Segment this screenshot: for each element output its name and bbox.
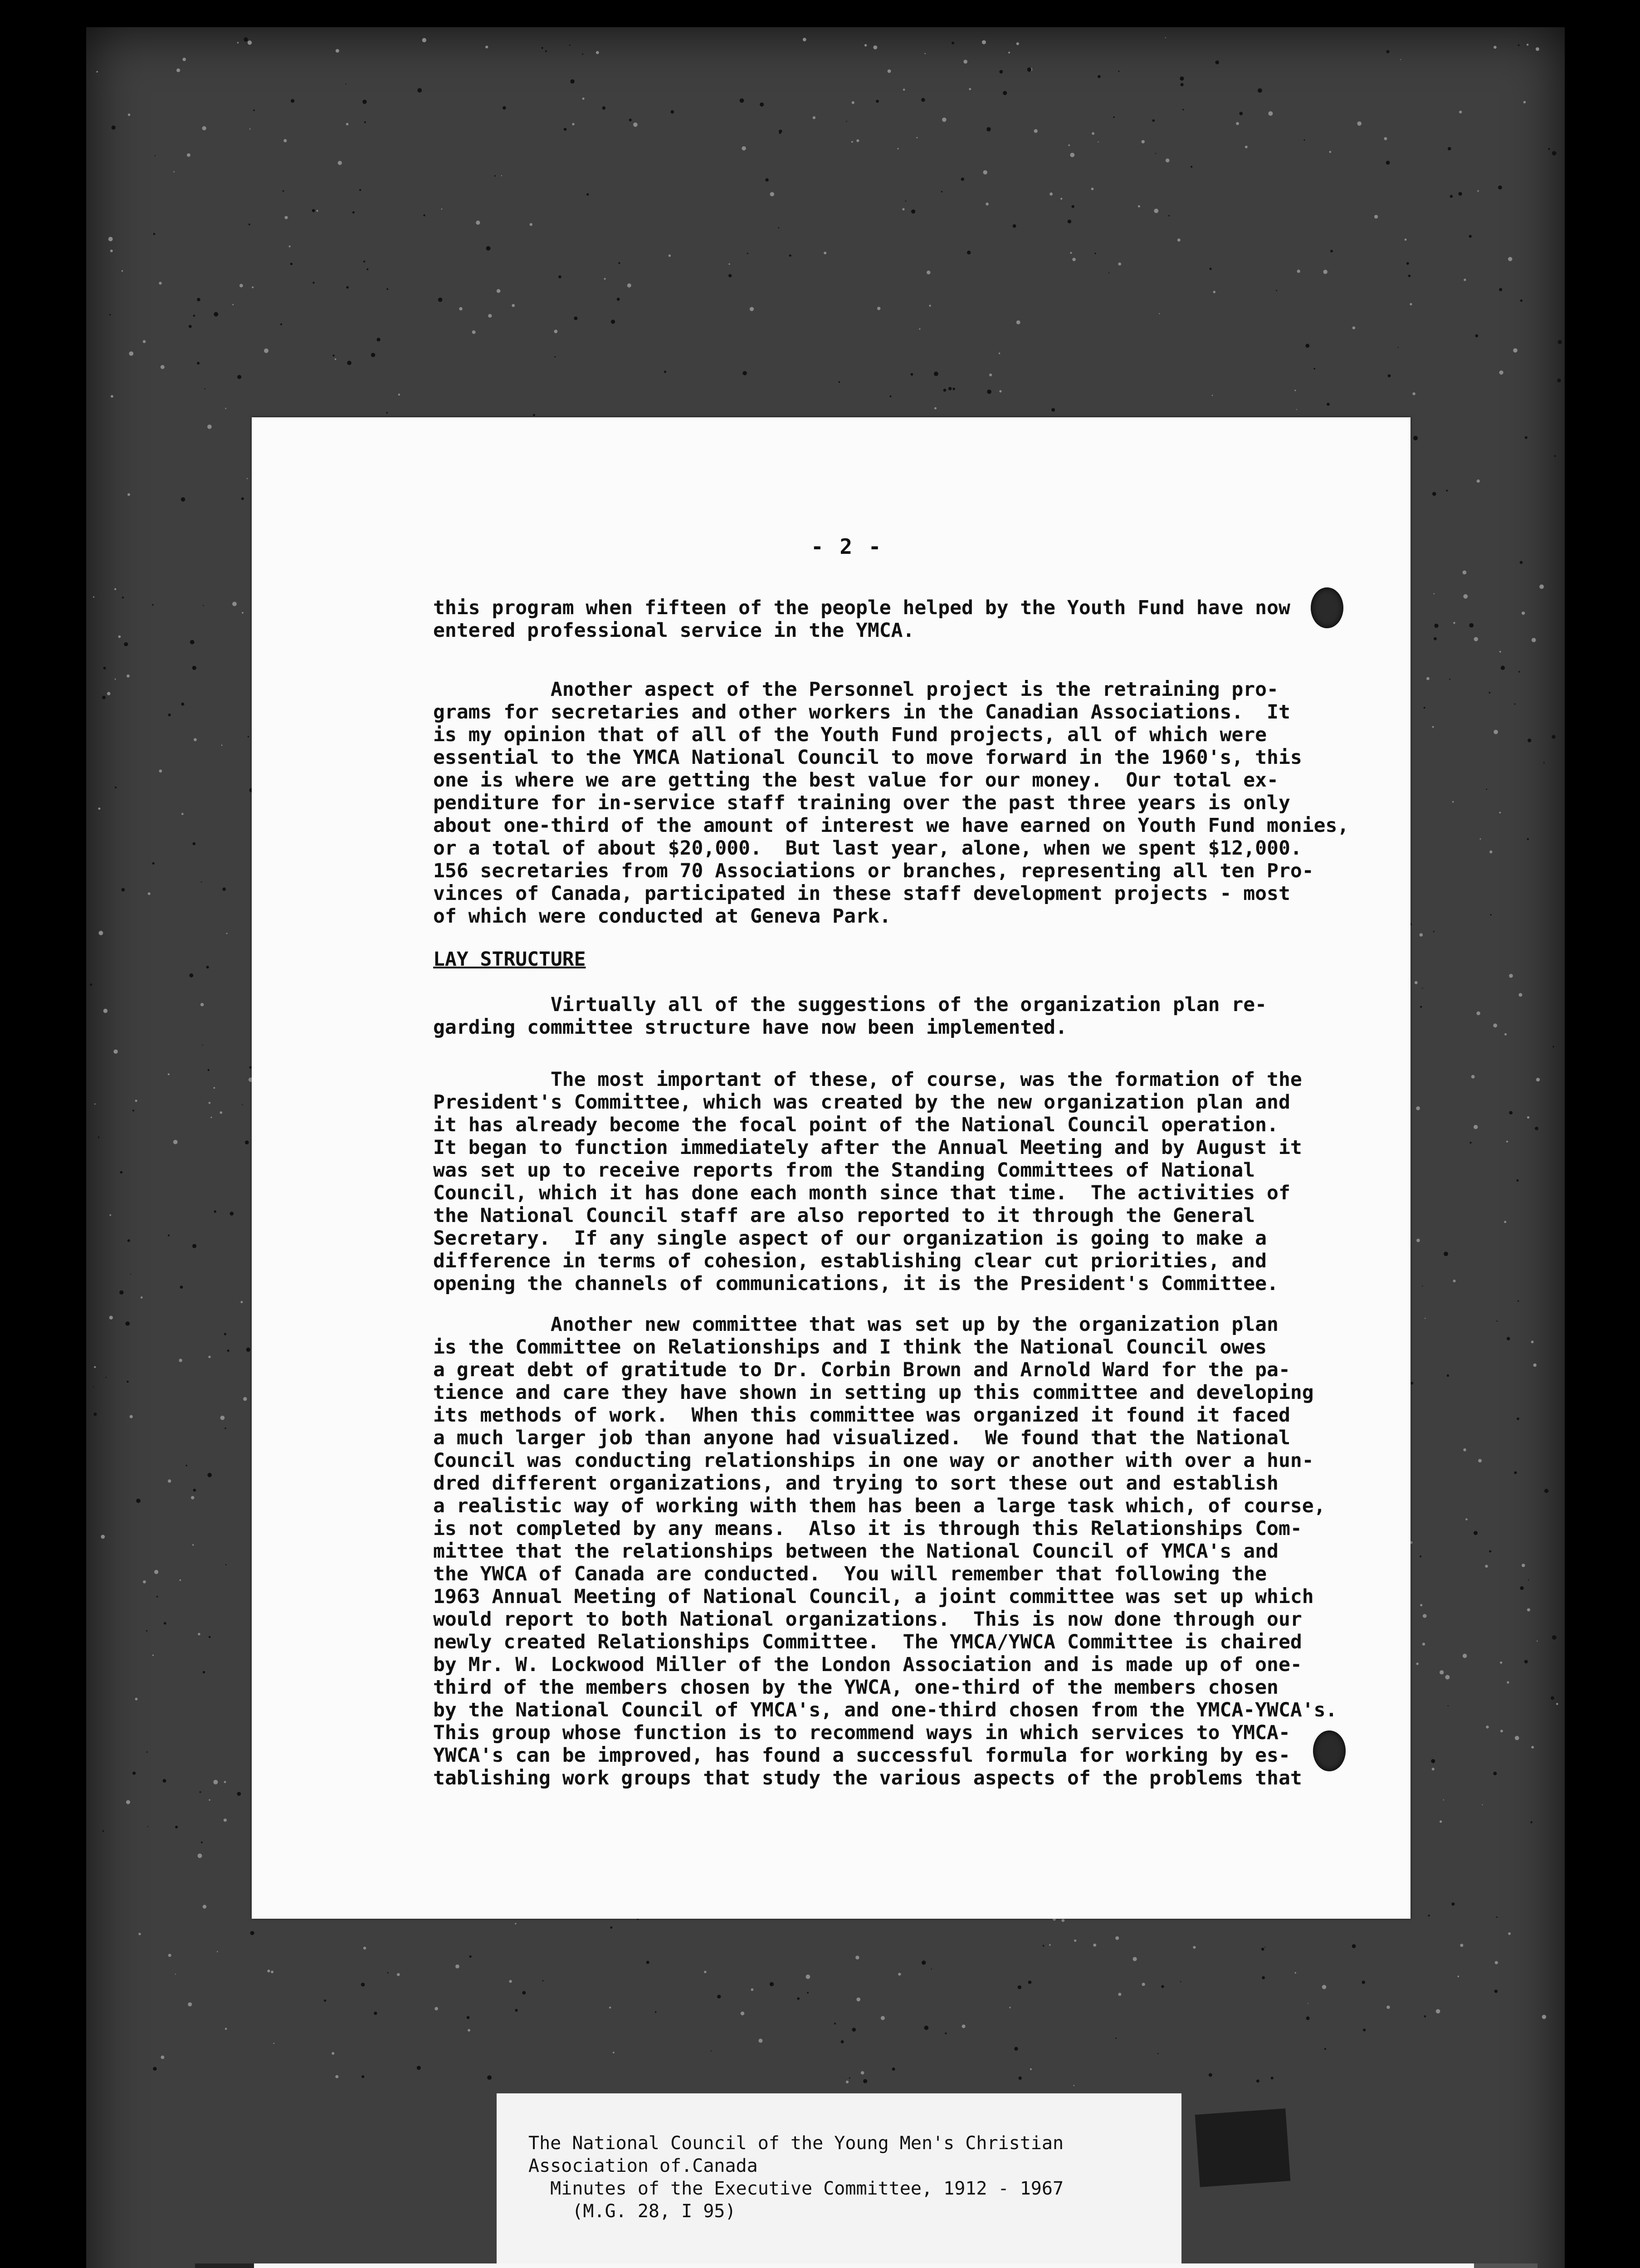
document-page [252,417,1411,1919]
archive-label-text: The National Council of the Young Men's Christian Association of.Canada Minutes of the Executive Committee, 1912 - 1967 (M.G. 28, I 95) [528,2133,1064,2222]
punch-hole-icon [1311,587,1343,628]
paragraph-committee-structure: Virtually all of the suggestions of the organization plan re- garding committee structure have now been implemented. [433,993,1267,1039]
card-edge-right [1474,2263,1538,2268]
page-number: - 2 - [811,534,883,559]
paragraph-committee-on-relationships: Another new committee that was set up by the organization plan is the Committee on Relationships and I think the National Council owes a great debt of gratitude to Dr. Corbin Brown and Arnold Ward for the pa- tience and care they have shown in setting up this committee and developing its methods of work. When this committee was organized it found it faced a much larger job than anyone had visualized. We found that the National Council was conducting relationships in one way or another with over a hun- dred different organizations, and trying to sort these out and establish a realistic way of working with them has been a large task which, of course, is not completed by any means. Also it is through this Relationships Com- mittee that the relationships between the National Council of YMCA's and the YWCA of Canada are conducted. You will remember that following the 1963 Annual Meeting of National Council, a joint committee was set up which would report to both National organizations. This is now done through our newly created Relationships Committee. The YMCA/YWCA Committee is chaired by Mr. W. Lockwood Miller of the London Association and is made up of one- third of the members chosen by the YWCA, one-third of the members chosen by the National Council of YMCA's, and one-third chosen from the YMCA-YWCA's. This group whose function is to recommend ways in which services to YMCA- YWCA's can be improved, has found a successful formula for working by es- tablishing work groups that study the various aspects of the problems that [433,1313,1337,1789]
archive-catalog-label [497,2093,1181,2268]
card-edge-left [195,2263,259,2268]
paragraph-youth-fund-intro: this program when fifteen of the people helped by the Youth Fund have now entered professional service in the YMCA. [433,596,1290,642]
section-heading-lay-structure: LAY STRUCTURE [433,948,586,971]
public-archives-card [254,2263,1474,2268]
paragraph-retraining-programs: Another aspect of the Personnel project is the retraining pro- grams for secretaries and other workers in the Canadian Associations. It is my opinion that of all of the Youth Fund projects, all of which were essential to the YMCA National Council to move forward in the 1960's, this one is where we are getting the best value for our money. Our total ex- penditure for in-service staff training over the past three years is only about one-third of the amount of interest we have earned on Youth Fund monies, or a total of about $20,000. But last year, alone, when we spent $12,000. 156 secretaries from 70 Associations or branches, representing all ten Pro- vinces of Canada, participated in these staff development projects - most of which were conducted at Geneva Park. [433,678,1349,928]
tape-piece [1195,2108,1291,2187]
paragraph-presidents-committee: The most important of these, of course, was the formation of the President's Committee, which was created by the new organization plan and it has already become the focal point of the National Council operation. It began to function immediately after the Annual Meeting and by August it was set up to receive reports from the Standing Committees of National Council, which it has done each month since that time. The activities of the National Council staff are also reported to it through the General Secretary. If any single aspect of our organization is going to make a difference in terms of cohesion, establishing clear cut priorities, and opening the channels of communications, it is the President's Committee. [433,1068,1302,1295]
punch-hole-icon [1313,1730,1346,1771]
